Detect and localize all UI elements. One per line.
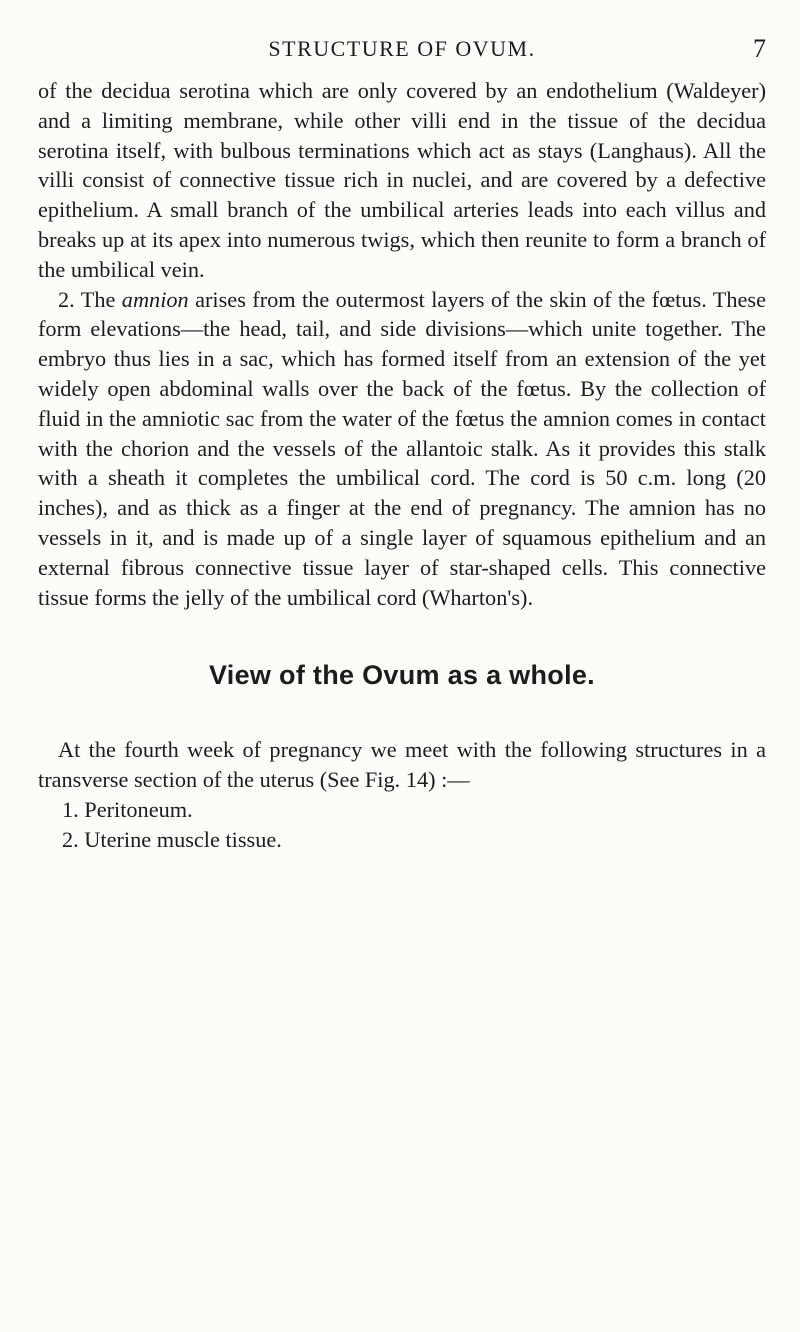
structure-list [38, 795, 766, 855]
amnion-text: arises from the outermost layers of the skin of the fœtus. These form elevations—the head, tail, and side divisions—which unite together. The embryo thus lies in a sac, which has formed itself from an extension of the yet widely open abdominal walls over the back of the fœtus. By the collection of fluid in the amniotic sac from the water of the fœtus the amnion comes in contact with the chorion and the vessels of the allantoic stalk. As it provides this stalk with a sheath it completes the umbilical cord. The cord is 50 c.m. long (20 inches), and as thick as a finger at the end of pregnancy. The amnion has no vessels in it, and is made up of a single layer of squamous epithelium and an external fibrous connective tissue layer of star-shaped cells. This connective tissue forms the jelly of the umbilical cord (Wharton's). [38, 286, 767, 610]
term-amnion: amnion [121, 286, 189, 312]
page-number: 7 [753, 34, 766, 63]
list-item: 2. Uterine muscle tissue. [62, 826, 282, 852]
book-page [38, 30, 766, 855]
paragraph-villi: of the decidua serotina which are only covered by an endothelium (Waldeyer) and a limiting membrane, while other villi end in the tissue of the decidua serotina itself, with bulbous terminations which act as stays (Langhaus). All the villi consist of connective tissue rich in nuclei, and are covered by a defective epithelium. A small branch of the umbilical arteries leads into each villus and breaks up at its apex into numerous twigs, which then reunite to form a branch of the umbilical vein. [38, 78, 766, 282]
list-item: 1. Peritoneum. [62, 796, 193, 822]
running-head [38, 30, 766, 76]
running-title: STRUCTURE OF OVUM. [268, 36, 536, 61]
paragraph-structures: At the fourth week of pregnancy we meet with the following structures in a transverse section of the uterus (See Fig. 14) :— [38, 737, 766, 793]
item-number: 2. The [58, 286, 116, 312]
paragraph-amnion [38, 285, 766, 613]
section-heading: View of the Ovum as a whole. [208, 660, 595, 691]
